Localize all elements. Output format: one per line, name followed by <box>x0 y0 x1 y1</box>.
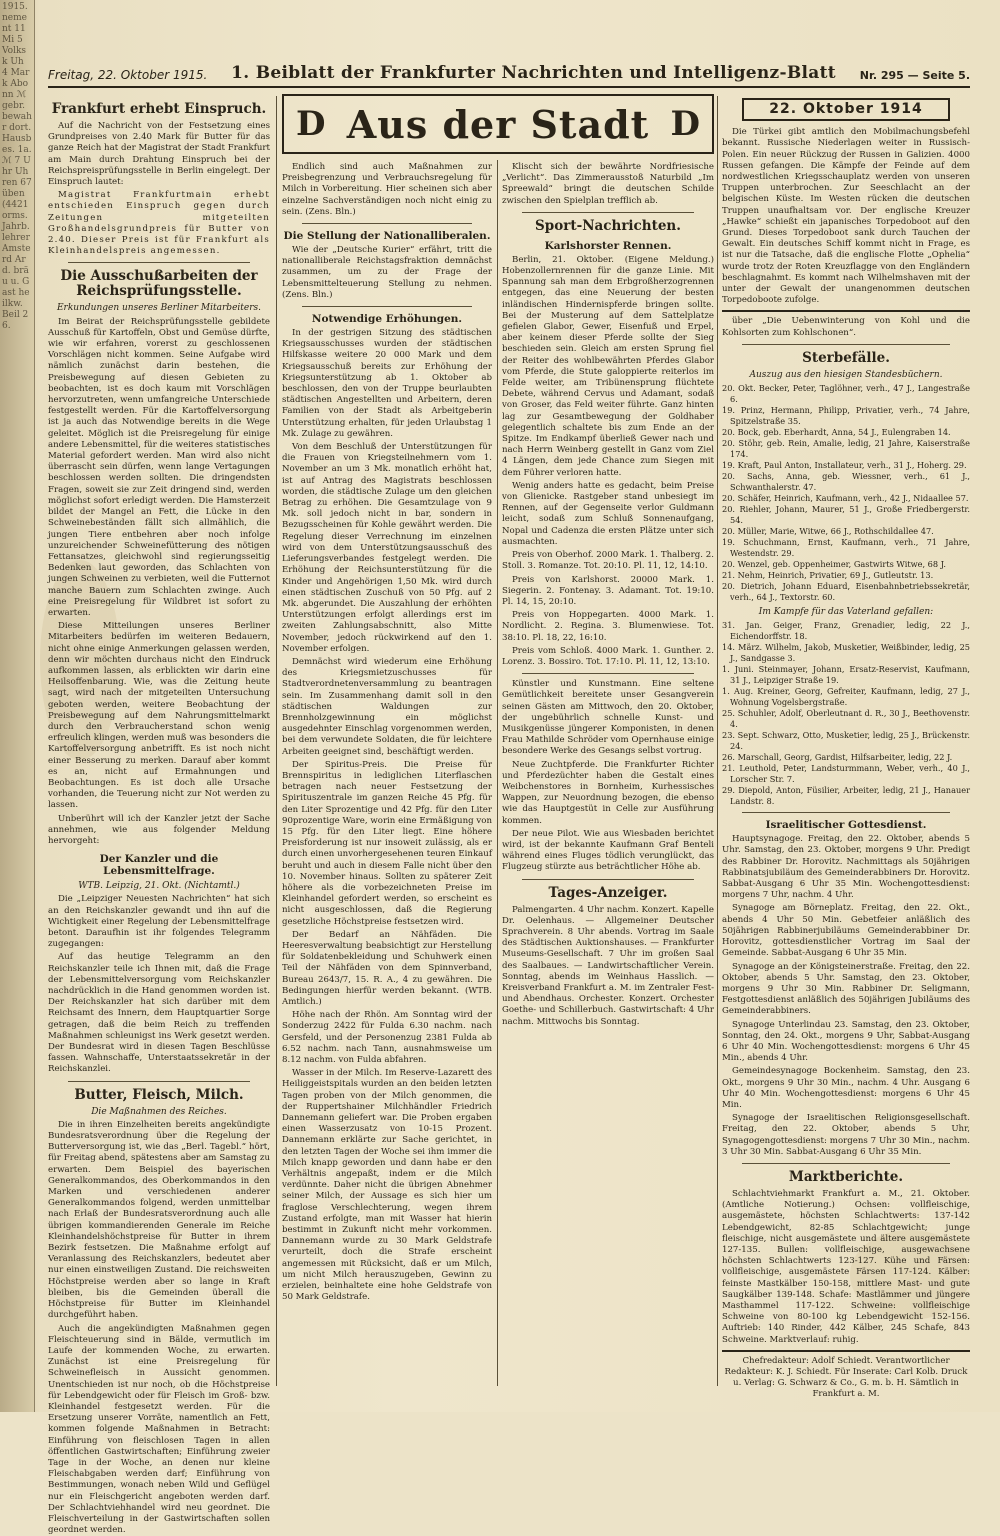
column-1 <box>48 96 270 1386</box>
article-paragraph: Höhe nach der Rhön. Am Sonntag wird der Sonderzug 2422 für Fulda 6.30 nachm. nach Gersfeld, und der Personenzug 2381 Fulda ab 6.52 nachm. nach Tann, ausnahmsweise um 8.12 nachm. von Fulda abfahren. <box>282 1010 492 1066</box>
article-paragraph: Schlachtviehmarkt Frankfurt a. M., 21. Oktober. (Amtliche Notierung.) Ochsen: vollfleischige, ausgemästete, höchsten Schlachtwerts: 137-142 Lebendgewicht, 82-85 Schlachtgewicht; junge fleischige, nicht ausgemästete und ältere ausgemästete 127-135. Bullen: vollfleischige, ausgewachsene höchsten Schlachtwerts 123-127. Kühe und Färsen: vollfleischige, ausgemästete Färsen 117-124. Kälber: feinste Mastkälber 150-158, mittlere Mast- und gute Saugkälber 139-148. Schafe: Mastlämmer und jüngere Masthammel 117-122. Schweine: vollfleischige Schweine von 80-100 kg Lebendgewicht 152-156. Auftrieb: 140 Rinder, 442 Kälber, 245 Schafe, 843 Schweine. Marktverlauf: ruhig. <box>722 1189 970 1346</box>
article-title: Der Kanzler und die Lebensmittelfrage. <box>48 853 270 877</box>
article-title: Sterbefälle. <box>722 351 970 366</box>
divider <box>522 212 694 213</box>
article-paragraph: Die Türkei gibt amtlich den Mobilmachungsbefehl bekannt. Russische Niederlagen weiter in Russisch-Polen. Ein neuer Rückzug der Russen in Galizien. 4000 Russen gefangen. Die Kämpfe der Feinde auf dem nordwestlichen Kriegsschauplatz werden von unseren Truppen unterbrochen. Zur Seeschlacht an der belgischen Küste. Im Westen rücken die deutschen Truppen unaufhaltsam vor. Der englische Kreuzer „Hawke“ schießt ein japanisches Torpedoboot auf den Grund. Dieses Torpedoboot sank durch Tauchen der Gewalt. Ein deutsches Schiff kommt nicht in Frage, es ist nur die Tatsache, daß die englische Flotte „Ophelia“ wurde trotz der Roten Kreuzflagge von den Engländern beschlagnahmt. Es kommt nach Wilhelmshaven mit der unter der Gewalt der unangenommen deutschen Torpedoboote zufolge. <box>722 127 970 306</box>
article-paragraph: Endlich sind auch Maßnahmen zur Preisbegrenzung und Verbrauchsregelung für Milch in Vorbereitung. Hier scheinen sich aber einzelne Sachverständigen noch nicht einig zu sein. (Zens. Bln.) <box>282 162 492 218</box>
article-paragraph: Berlin, 21. Oktober. (Eigene Meldung.) Hobenzollernrennen für die ganze Linie. Mit Spannung sah man dem Erbgroßherzogrennen entgegen, das eine Neuerung der besten inländischen Hindernispferde bringen sollte. Bei der Musterung auf dem Sattelplatze gefielen Glabor, Gewer, Eisenfuß und Erpel, aber keinem dieser Pferde sollte der Sieg beschieden sein. Gleich am ersten Sprung fiel der Reiter des wohlbewährten Pferdes Glabor vom Pferde, die Stute galoppierte reiterlos im Felde weiter, am Tribünensprung flüchtete Debete, während Cervus und Adamant, sodaß von Groser, das Feld weiter führte. Ganz hinten lag zur Gesamtbewegung der Goldhaber gelegentlich schaltete bis zum Ende an der Spitze. Im Endkampf überließ Gewer nach und nach Herrn Weinberg gestellt in Ganz vom Ziel 4 Längen, dem jede Chance zum Siegen mit dem Führer verloren hatte. <box>502 255 714 479</box>
divider <box>742 1163 950 1164</box>
article-paragraph: In der gestrigen Sitzung des städtischen Kriegsausschusses wurden der städtischen Hilfskasse weitere 20 000 Mark und dem Kriegsausschuß bereits zur Erhöhung der Kriegsunterstützung ab 1. Oktober ab beschlossen, den von der Truppe beurlaubten städtischen Angestellten und Arbeitern, deren Familien von der Stadt als Arbeitgeberin Unterstützung erhalten, für jeden Urlaubstag 1 Mk. Zulage zu gewähren. <box>282 328 492 440</box>
death-notice-entry: 20. Okt. Becker, Peter, Taglöhner, verh., 47 J., Langestraße 6. <box>722 383 970 405</box>
article-subtitle: Erkundungen unseres Berliner Mitarbeiters. <box>48 303 270 314</box>
article-paragraph: Auf das heutige Telegramm an den Reichskanzler teile ich Ihnen mit, daß die Frage der Lebensmittelversorgung vom Reichskanzler nachdrücklich in die Hand genommen worden ist. Der Reichskanzler hat sich darüber mit dem Reichsamt des Innern, dem Hauptquartier Sorge getragen, daß die beim Reich zu treffenden Maßnahmen schleunigst ins Werk gesetzt werden. Der Bundesrat wird in diesen Tagen Beschlüsse fassen. Wahnschaffe, Unterstaatssekretär in der Reichskanzlei. <box>48 952 270 1075</box>
newspaper-title: 1. Beiblatt der Frankfurter Nachrichten und Intelligenz-Blatt <box>231 63 836 86</box>
fallen-soldier-entry: 26. Marschall, Georg, Gardist, Hilfsarbeiter, ledig, 22 J. <box>722 752 970 763</box>
death-notices-list <box>722 383 970 603</box>
article-paragraph: Wasser in der Milch. Im Reserve-Lazarett des Heiliggeistspitals wurden an den beiden letzten Tagen proben von der Milch genommen, die der Ruppertshainer Milchhändler Friedrich Dannemann geliefert war. Die Proben ergaben einen Wasserzusatz von 10-15 Prozent. Dannemann erklärte zur Sache gerichtet, in den letzten Tagen der Woche sei ihm immer die Milch knapp geworden und dann habe er den Verhältnis angepaßt, indem er die Milch verdünnte. Daher nicht die übrigen Abnehmer seiner Milch, der Aussage es sich hier um fraglose Verschlechterung, wegen ihrem Zustand erfolgte, man mit Wasser hat hierin bestimmt in Zukunft nicht mehr vorkommen. Dannemann wurde zu 30 Mark Geldstrafe verurteilt, doch die Strafe erscheint angemessen mit Rücksicht, daß er um Milch, um nicht Milch herauszugeben, Gewinn zu erzielen, beinhaltete eine hohe Geldstrafe von 50 Mark Geldstrafe. <box>282 1068 492 1303</box>
divider <box>522 673 694 674</box>
article-paragraph: Die „Leipziger Neuesten Nachrichten“ hat sich an den Reichskanzler gewandt und ihn auf die Wichtigkeit einer Regelung der Lebensmittelfrage betont. Daraufhin ist ihr folgendes Telegramm zugegangen: <box>48 894 270 950</box>
column-divider <box>497 160 498 1386</box>
article-paragraph: Wenig anders hatte es gedacht, beim Preise von Glienicke. Rastgeber stand unbesiegt im Rennen, auf der Gegenseite verlor Guldmann leicht, sodaß zum Schluß Sonnenaufgang, Nopal und Cadenza die ersten Plätze unter sich ausmachten. <box>502 481 714 548</box>
article-title: Die Stellung der Nationalliberalen. <box>282 230 492 242</box>
column-2 <box>282 162 492 1386</box>
article-subtitle: Karlshorster Rennen. <box>502 240 714 252</box>
ornament-right-icon: D <box>671 104 700 144</box>
race-result: Preis von Hoppegarten. 4000 Mark. 1. Nordlicht. 2. Regina. 3. Blumenwiese. Tot. 38:10. Pl. 18, 22, 16:10. <box>502 610 714 644</box>
article-paragraph: Wie der „Deutsche Kurier“ erfährt, tritt die nationalliberale Reichstagsfraktion demnächst zusammen, um zu der Frage der Lebensmittelteuerung Stellung zu nehmen. (Zens. Bln.) <box>282 245 492 301</box>
article-subtitle: Im Kampfe für das Vaterland gefallen: <box>722 607 970 618</box>
article-paragraph: Neue Zuchtpferde. Die Frankfurter Richter und Pferdezüchter haben die Gestalt eines Weibchenstores in Bornheim, Kurhessisches Wappen, zur Neuordnung bezogen, die ebenso wie das Hauptgestüt in Celle zur Ausführung kommen. <box>502 760 714 827</box>
article-title: Butter, Fleisch, Milch. <box>48 1088 270 1103</box>
article-subtitle: Die Maßnahmen des Reiches. <box>48 1107 270 1118</box>
article-paragraph: Hauptsynagoge. Freitag, den 22. Oktober, abends 5 Uhr. Samstag, den 23. Oktober, morgens 9 Uhr. Predigt des Rabbiner Dr. Horovitz. Nachmittags als 50jährigen Rabbinatsjubiläum des Gemeinderabbiners Dr. Horovitz. Sabbat-Ausgang 6 Uhr 35 Min. Wochengottesdienst: morgens 7 Uhr, nachm. 4 Uhr. <box>722 834 970 901</box>
column-3 <box>502 162 714 1386</box>
death-notice-entry: 20. Wenzel, geb. Oppenheimer, Gastwirts Witwe, 68 J. <box>722 559 970 570</box>
fallen-soldier-entry: 23. Sept. Schwarz, Otto, Musketier, ledig, 25 J., Brückenstr. 24. <box>722 730 970 752</box>
column-divider <box>276 96 277 1386</box>
race-result: Preis von Karlshorst. 20000 Mark. 1. Siegerin. 2. Fontenay. 3. Adamant. Tot. 19:10. Pl. 14, 15, 20:10. <box>502 575 714 609</box>
page-number: Nr. 295 — Seite 5. <box>860 69 970 86</box>
article-paragraph: Demnächst wird wiederum eine Erhöhung des Kriegsmietzuschusses für Stadtverordnetenversammlung zu beantragen sein. Im Zusammenhang damit soll in den städtischen Waldungen zur Brennholzgewinnung ein möglichst ausgedehnter Einschlag vorgenommen werden, bei dem verwundete Soldaten, die für leichtere Arbeiten geeignet sind, beschäftigt werden. <box>282 657 492 758</box>
fallen-soldier-entry: 1. Aug. Kreiner, Georg, Gefreiter, Kaufmann, ledig, 27 J., Wohnung Vogelsbergstraße. <box>722 686 970 708</box>
article-title: Frankfurt erhebt Einspruch. <box>48 102 270 117</box>
fallen-soldier-entry: 25. Schuhler, Adolf, Oberleutnant d. R., 30 J., Beethovenstr. 4. <box>722 708 970 730</box>
article-paragraph: über „Die Uebenwinterung von Kohl und die Kohlsorten zum Kohlschonen“. <box>722 316 970 338</box>
column-4 <box>722 96 970 1386</box>
page-header <box>48 56 970 88</box>
divider <box>742 812 950 813</box>
article-dateline: WTB. Leipzig, 21. Okt. (Nichtamtl.) <box>48 881 270 892</box>
article-paragraph: Synagoge der Israelitischen Religionsgesellschaft. Freitag, den 22. Oktober, abends 5 Uhr, Synagogengottesdienst: morgens 7 Uhr 30 Min., nachm. 3 Uhr 30 Min. Sabbat-Ausgang 6 Uhr 35 Min. <box>722 1113 970 1158</box>
article-paragraph: Von dem Beschluß der Unterstützungen für die Frauen von Kriegsteilnehmern vom 1. November an um 3 Mk. monatlich erhöht hat, ist auf Antrag des Magistrats beschlossen worden, die städtische Zulage um den gleichen Betrag zu erhöhen. Die Gesamtzulage von 9 Mk. soll jedoch nicht in bar, sondern in Bezugsscheinen für Kohle gewährt werden. Die Regelung dieser Verrechnung im einzelnen wird von dem Unterstützungsausschuß des Lieferungsverbandes festgelegt werden. Die Erhöhung der Reichsunterstützung für die Kinder und Angehörigen 1,50 Mk. wird durch einen städtischen Zuschuß von 50 Pfg. auf 2 Mk. abgerundet. Die Auszahlung der erhöhten Unterstützungen erfolgt allerdings erst im zweiten Zahlungsabschnitt, also Mitte November, jedoch rückwirkend auf den 1. November erfolgen. <box>282 442 492 655</box>
article-title: Sport-Nachrichten. <box>502 219 714 234</box>
divider <box>722 1350 970 1352</box>
column-divider <box>717 96 718 1386</box>
article-title: Marktberichte. <box>722 1170 970 1185</box>
race-result: Preis von Oberhof. 2000 Mark. 1. Thalberg. 2. Stoll. 3. Romanze. Tot. 20:10. Pl. 11, 12, 14:10. <box>502 550 714 572</box>
death-notice-entry: 19. Kraft, Paul Anton, Installateur, verh., 31 J., Hoherg. 29. <box>722 460 970 471</box>
section-title: Aus der Stadt <box>347 102 649 147</box>
article-paragraph: Die in ihren Einzelheiten bereits angekündigte Bundesratsverordnung über die Regelung der Butterversorgung ist, wie das „Berl. Tagebl.“ hört, für Freitag abend, spätestens aber am Samstag zu erwarten. Dem Beispiel des bayerischen Generalkommandos, des Oberkommandos in den Marken und verschiedenen anderer Generalkommandos folgend, werden unmittelbar nach Erlaß der Bundesratsverordnung auch alle übrigen kommandierenden Generale im Reiche Kleinhandelshöchstpreise für Butter in ihrem Bezirk festsetzen. Die Maßnahme erfolgt auf Veranlassung des Reichskanzlers, bedeutet aber nur einen einstweiligen Zustand. Die reichsweiten Höchstpreise werden aber so lange in Kraft bleiben, bis die Gemeinden überall die Höchstpreise für Butter im Kleinhandel durchgeführt haben. <box>48 1120 270 1322</box>
article-paragraph: Synagoge Unterlindau 23. Samstag, den 23. Oktober, Sonntag, den 24. Okt., morgens 9 Uhr, Sabbat-Ausgang 6 Uhr 40 Min. Wochengottesdienst: morgens 6 Uhr 45 Min., abends 4 Uhr. <box>722 1020 970 1065</box>
imprint: Chefredakteur: Adolf Schiedt. Verantwortlicher Redakteur: K. J. Schiedt. Für Inserate: Carl Kolb. Druck u. Verlag: G. Schwarz & Co., G. m. b. H. Sämtlich in Frankfurt a. M. <box>722 1356 970 1401</box>
ornament-left-icon: D <box>296 104 325 144</box>
article-paragraph: Diese Mitteilungen unseres Berliner Mitarbeiters bedürfen im weiteren Bedauern, nicht ohne einige Anmerkungen gelassen werden, denn wir möchten durchaus nicht den Eindruck aufkommen lassen, als erblickten wir darin eine Heilsoffenbarung. Wie, was die Zeitung heute sagt, wird nach der mitgeteilten Untersuchung geboten werden, weitere Beobachtung der Preisbewegung auf dem Nahrungsmittelmarkt durch den Verbraucherstand schon wenig erfreulich klingen, werden muß was besonders die Kartoffelversorgung anbetrifft. Es ist noch nicht einer Besserung zu merken. Darauf aber kommt es an, nicht auf Ermahnungen und Beobachtungen. Es ist doch alle Ursache vorhanden, die Teuerung nicht zur Not werden zu lassen. <box>48 621 270 811</box>
article-title: Notwendige Erhöhungen. <box>282 313 492 325</box>
article-paragraph: Der Spiritus-Preis. Die Preise für Brennspiritus in lediglichen Literflaschen betragen nach neuer Festsetzung der Spirituszentrale im ganzen Reiche 45 Pfg. für den Liter Sprozentige und 42 Pfg. für den Liter 90prozentige Ware, worin eine Ermäßigung von 15 Pfg. für den Liter liegt. Eine höhere Preisforderung ist nur insoweit zulässig, als er durch einen unvorhergesehenen teuren Einkauf beruht und auch in diesem Falle nicht über den 10. November hinaus. Sollten zu späterer Zeit höhere als die vorbezeichneten Preise im Kleinhandel gefordert werden, so erscheint es nicht ausgeschlossen, daß die Regierung gesetzliche Höchstpreise festsetzen wird. <box>282 760 492 928</box>
divider <box>302 223 472 224</box>
death-notice-entry: 20. Müller, Marie, Witwe, 66 J., Rothschildallee 47. <box>722 526 970 537</box>
death-notice-entry: 19. Prinz, Hermann, Philipp, Privatier, verh., 74 Jahre, Spitzelstraße 35. <box>722 405 970 427</box>
death-notice-entry: 20. Dietrich, Johann Eduard, Eisenbahnbetriebssekretär, verh., 64 J., Textorstr. 60. <box>722 581 970 603</box>
article-subtitle: Auszug aus den hiesigen Standesbüchern. <box>722 370 970 381</box>
fallen-soldiers-list <box>722 620 970 807</box>
fallen-soldier-entry: 29. Diepold, Anton, Füsilier, Arbeiter, ledig, 21 J., Hanauer Landstr. 8. <box>722 785 970 807</box>
race-result: Preis vom Schloß. 4000 Mark. 1. Gunther. 2. Lorenz. 3. Bossiro. Tot. 17:10. Pl. 11, 12, 13:10. <box>502 646 714 668</box>
death-notice-entry: 20. Riehler, Johann, Maurer, 51 J., Große Friedbergerstr. 54. <box>722 504 970 526</box>
fallen-soldier-entry: 14. März. Wilhelm, Jakob, Musketier, Weißbinder, ledig, 25 J., Sandgasse 3. <box>722 642 970 664</box>
divider <box>68 262 250 263</box>
article-paragraph: Synagoge an der Königsteinerstraße. Freitag, den 22. Oktober, abends 5 Uhr. Samstag, den 23. Oktober, morgens 9 Uhr 30 Min. Rabbiner Dr. Seligmann, Festgottesdienst anläßlich des 50jährigen Jubiläums des Gemeinderabbiners. <box>722 962 970 1018</box>
article-paragraph: Klischt sich der bewährte Nordfriesische „Verlicht“. Das Zimmerausstoß Naturbild „Im Spreewald“ bringt die deutschen Schilde zwischen den Spielplan trefflich ab. <box>502 162 714 207</box>
death-notice-entry: 20. Sachs, Anna, geb. Wiessner, verh., 61 J., Schwanthalerstr. 47. <box>722 471 970 493</box>
binding-strip <box>0 0 35 1412</box>
fallen-soldier-entry: 21. Leuthold, Peter, Landsturmmann, Weber, verh., 40 J., Lorscher Str. 7. <box>722 763 970 785</box>
article-paragraph: Magistrat Frankfurtmain erhebt entschieden Einspruch gegen durch Zeitungen mitgeteilten Großhandelsgrundpreis für Butter von 2.40. Dieser Preis ist für Frankfurt als Kleinhandelspreis angemessen. <box>48 190 270 257</box>
death-notice-entry: 21. Nehm, Heinrich, Privatier, 69 J., Gutleutstr. 13. <box>722 570 970 581</box>
binding-text: 1915. nement 11 Mi 5 Volks k Uh 4 Mark Abonn ℳ gebr. bewahr dort. Hausbes. 1a. ℳ 7 Uhr Uhren 67 üben (4421 orms. Jahrb. lehrer Amsterd Ard. bräu u. Gast heilkw. Beil 26. <box>0 0 34 1404</box>
death-notice-entry: 19. Schuchmann, Ernst, Kaufmann, verh., 71 Jahre, Westendstr. 29. <box>722 537 970 559</box>
death-notice-entry: 20. Bock, geb. Eberhardt, Anna, 54 J., Eulengraben 14. <box>722 427 970 438</box>
divider <box>742 344 950 345</box>
divider <box>302 306 472 307</box>
article-paragraph: Im Beirat der Reichsprüfungsstelle gebildete Ausschuß für Kartoffeln, Obst und Gemüse dürfte, wie wir erfahren, vorerst zu geschlossenen Vorschlägen nicht kommen. Seine Aufgabe wird nämlich zunächst darin bestehen, die Preisbewegung auf diesen Gebieten zu beobachten, ist es doch kaum mit Vorschlägen hervorzutreten, wenn umfangreiche Unterschiede festgestellt werden. Für die Kartoffelversorgung ist ja auch das Notwendige bereits in die Wege geleitet. Möglich ist die Preisregelung für einige andere Lebensmittel, für die weiteres statistisches Material gefordert werden. Man wird also nicht überrascht sein dürfen, wenn lange Vertagungen beschlossen werden sollten. Die dringendsten Fragen, soweit sie zur Zeit dringend sind, werden möglichst sofort erledigt werden. Die Hamsterzeit bildet der Mangel an Fett, die Lücke in den Schweinebeständen fällt sich allmählich, die jungen Tiere entbehren aber noch infolge unzureichender Schweinefütterung des nötigen Fettansatzes, gleichwohl sind regierungsseitig Bedenken laut geworden, das Schlachten von jungen Schweinen zu verbieten, weil die Futternot manche Bauern zum Schlachten zwinge. Auch eine Preisregelung für Wildbret ist sofort zu erwarten. <box>48 317 270 619</box>
article-paragraph: Gemeindesynagoge Bockenheim. Samstag, den 23. Okt., morgens 9 Uhr 30 Min., nachm. 4 Uhr. Ausgang 6 Uhr 40 Min. Wochengottesdienst: morgens 6 Uhr 45 Min. <box>722 1066 970 1111</box>
article-title: Israelitischer Gottesdienst. <box>722 819 970 831</box>
article-paragraph: Der neue Pilot. Wie aus Wiesbaden berichtet wird, ist der bekannte Kaufmann Graf Benteli während eines Fluges tödlich verunglückt, das Flugzeug stürzte aus beträchtlicher Höhe ab. <box>502 829 714 874</box>
fallen-soldier-entry: 1. Juni. Steinmayer, Johann, Ersatz-Reservist, Kaufmann, 31 J., Leipziger Straße 19. <box>722 664 970 686</box>
article-title: Tages-Anzeiger. <box>502 886 714 901</box>
section-banner <box>282 94 714 154</box>
article-paragraph: Der Bedarf an Nähfäden. Die Heeresverwaltung beabsichtigt zur Herstellung für Soldatenbekleidung und Schuhwerk einen Teil der Nähfäden von dem Spinnverband, Bureau 2643/7, 15. R. A., 4 zu gewähren. Die Bedingungen hierfür werden bekannt. (WTB. Amtlich.) <box>282 930 492 1008</box>
divider <box>522 879 694 880</box>
article-title: Die Ausschußarbeiten der Reichsprüfungsstelle. <box>48 269 270 299</box>
divider <box>722 310 970 312</box>
article-paragraph: Unberührt will ich der Kanzler jetzt der Sache annehmen, wie aus folgender Meldung hervorgeht: <box>48 814 270 848</box>
fallen-soldier-entry: 31. Jan. Geiger, Franz, Grenadier, ledig, 22 J., Eichendorffstr. 18. <box>722 620 970 642</box>
article-paragraph: Künstler und Kunstmann. Eine seltene Gemütlichkeit bereitete unser Gesangverein seinen Gästen am Mittwoch, den 20. Oktober, der ungebührlich schnelle Kunst- und Musikgenüsse jüngerer Komponisten, in denen Frau Mathilde Schröder vom Opernhause einige besondere Werke des Gesangs selbst vortrug. <box>502 679 714 757</box>
article-paragraph: Auch die angekündigten Maßnahmen gegen Fleischteuerung sind in Bälde, vermutlich im Laufe der kommenden Woche, zu erwarten. Zunächst ist eine Preisregelung für Schweinefleisch in Aussicht genommen. Unentschieden ist nur noch, ob die Höchstpreise für Lebendgewicht oder für Fleisch im Groß- bzw. Kleinhandel festgesetzt werden. Für die Ersetzung unserer Vorräte, namentlich an Fett, kommen folgende Maßnahmen in Betracht: Einführung von fleischlosen Tagen in allen öffentlichen Gastwirtschaften; Einführung zweier Tage in der Woche, an denen nur kleine Fleischabgaben werden darf; Einführung von Bestimmungen, wonach neben Wild und Geflügel nur ein Fleischgericht angeboten werden darf. Der Schlachtviehhandel wird neu geordnet. Die Fleischverteilung in der Gastwirtschaften sollen geordnet werden. <box>48 1324 270 1536</box>
article-paragraph: Palmengarten. 4 Uhr nachm. Konzert. Kapelle Dr. Oelenhaus. — Allgemeiner Deutscher Sprachverein. 8 Uhr abends. Vortrag im Saale des Städtischen Auktionshauses. — Frankfurter Museums-Gesellschaft. 7 Uhr im großen Saal des Saalbaues. — Landwirtschaftlicher Verein. Sonntag, abends im Weinhaus Hasslich. — Kreisverband Frankfurt a. M. im Zentraler Fest- und Abendhaus. Orchester. Konzert. Orchester Goethe- und Schillerbuch. Gastwirtschaft: 4 Uhr nachm. Mittwochs bis Sonntag. <box>502 905 714 1028</box>
anniversary-date-box: 22. Oktober 1914 <box>742 98 950 121</box>
article-paragraph: Synagoge am Börneplatz. Freitag, den 22. Okt., abends 4 Uhr 50 Min. Gebetfeier anläßlich des 50jährigen Rabbinerjubiläums Gemeinderabbiner Dr. Horovitz, gottesdienstlicher Vortrag im Saal der Gemeinde. Sabbat-Ausgang 6 Uhr 35 Min. <box>722 903 970 959</box>
article-paragraph: Auf die Nachricht von der Festsetzung eines Grundpreises von 2.40 Mark für Butter für das ganze Reich hat der Magistrat der Stadt Frankfurt am Main durch Drahtung Einspruch bei der Reichspreisprüfungsstelle in Berlin eingelegt. Der Einspruch lautet: <box>48 121 270 188</box>
death-notice-entry: 20. Stöhr, geb. Rein, Amalie, ledig, 21 Jahre, Kaiserstraße 174. <box>722 438 970 460</box>
death-notice-entry: 20. Schäfer, Heinrich, Kaufmann, verh., 42 J., Nidaallee 57. <box>722 493 970 504</box>
divider <box>68 1081 250 1082</box>
issue-date: Freitag, 22. Oktober 1915. <box>48 68 207 86</box>
